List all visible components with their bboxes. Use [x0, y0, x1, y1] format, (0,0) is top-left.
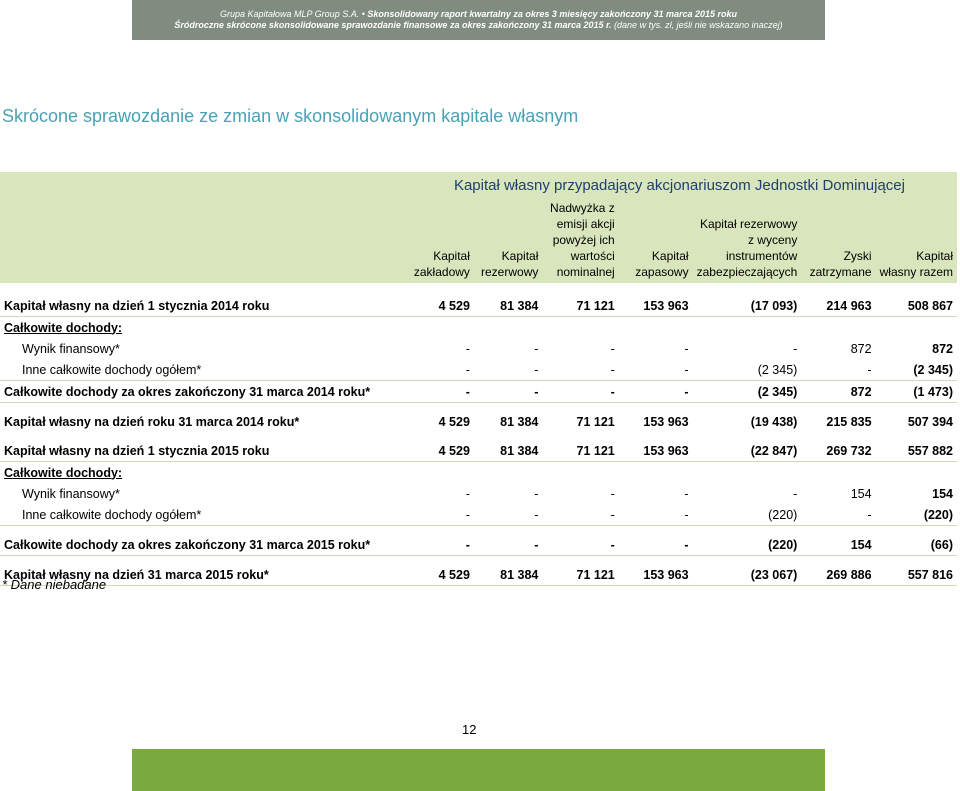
row-label: Kapitał własny na dzień 1 stycznia 2015 roku [0, 440, 396, 462]
table-cell: (2 345) [693, 359, 802, 381]
column-header-line: Zyski [843, 249, 872, 263]
column-header-row [0, 198, 957, 283]
table-cell [542, 462, 618, 484]
row-label: Całkowite dochody za okres zakończony 31 marca 2014 roku* [0, 381, 396, 403]
row-label: Całkowite dochody: [4, 320, 123, 335]
page-number: 12 [462, 722, 477, 737]
table-cell: - [542, 504, 618, 526]
table-cell: - [793, 486, 798, 501]
column-header-line: emisji akcji [556, 217, 615, 231]
group-title: Kapitał własny przypadający akcjonariuszom Jednostki Dominującej [396, 172, 957, 198]
table-cell: 71 121 [576, 414, 615, 429]
column-header [801, 198, 875, 283]
table-cell: 154 [850, 486, 872, 501]
table-row [0, 381, 957, 403]
table-row [0, 440, 957, 462]
table-cell: - [801, 504, 875, 526]
footer-bar [132, 749, 825, 791]
table-cell [396, 462, 474, 484]
table-cell: 154 [932, 486, 953, 501]
table-cell: 71 121 [542, 440, 618, 462]
table-row [0, 504, 957, 526]
table-cell [474, 462, 542, 484]
table-cell [474, 317, 542, 339]
column-header-line: zabezpieczających [696, 265, 798, 279]
table-cell: 4 529 [396, 564, 474, 586]
table-cell [801, 317, 875, 339]
table-cell: (19 438) [750, 414, 798, 429]
table-cell: 557 882 [876, 440, 957, 462]
table-cell: - [465, 341, 470, 356]
table-cell: 507 394 [907, 414, 953, 429]
table-cell: - [474, 504, 542, 526]
header-line-2: Śródroczne skrócone skonsolidowane sprawozdanie finansowe za okres zakończony 31 marca 2015 r. (dane w tys. zł, jeśli nie wskazano inaczej) [174, 20, 783, 30]
table-cell: 4 529 [396, 295, 474, 317]
row-label: Wynik finansowy* [22, 486, 120, 501]
table-cell: - [396, 504, 474, 526]
table-cell: (220) [693, 504, 802, 526]
table-cell: 153 963 [619, 440, 693, 462]
table-cell: - [610, 486, 615, 501]
row-label: Kapitał własny na dzień 31 marca 2015 roku* [0, 564, 396, 586]
table-cell: - [684, 341, 689, 356]
table-cell: - [619, 359, 693, 381]
table-row [0, 338, 957, 359]
table-row [0, 483, 957, 504]
column-header-line: zatrzymane [809, 265, 872, 279]
table-row [0, 534, 957, 556]
table-cell: - [396, 534, 474, 556]
table-cell: 81 384 [500, 414, 539, 429]
table-cell [542, 317, 618, 339]
column-header-line: powyżej ich [552, 233, 615, 247]
table-cell: - [793, 341, 798, 356]
column-header-line: rezerwowy [481, 265, 539, 279]
column-header [693, 198, 802, 283]
row-label: Inne całkowite dochody ogółem* [0, 359, 396, 381]
table-cell: - [610, 341, 615, 356]
table-cell: 215 835 [826, 414, 872, 429]
table-row [0, 295, 957, 317]
footnote: * Dane niebadane [2, 577, 107, 592]
column-header [396, 198, 474, 283]
row-label: Kapitał własny na dzień roku 31 marca 2014 roku* [4, 414, 300, 429]
table-cell: 872 [801, 381, 875, 403]
table-cell: 81 384 [474, 295, 542, 317]
table-cell: 153 963 [643, 414, 689, 429]
row-label: Wynik finansowy* [22, 341, 120, 356]
table-cell: (220) [693, 534, 802, 556]
table-cell: (23 067) [693, 564, 802, 586]
table-cell: 508 867 [876, 295, 957, 317]
table-cell: - [396, 381, 474, 403]
table-cell: 872 [932, 341, 953, 356]
table-cell: 81 384 [474, 440, 542, 462]
table-cell: 872 [850, 341, 872, 356]
table-cell [693, 462, 802, 484]
table-cell: 557 816 [876, 564, 957, 586]
group-header-row [0, 172, 957, 198]
table-cell: - [474, 359, 542, 381]
table-cell: - [542, 359, 618, 381]
column-header [542, 198, 618, 283]
table-cell: - [474, 381, 542, 403]
column-header-line: Nadwyżka z [550, 201, 615, 215]
table-cell [876, 317, 957, 339]
table-cell: - [465, 486, 470, 501]
column-header [474, 198, 542, 283]
table-cell: - [619, 381, 693, 403]
table-cell: (22 847) [693, 440, 802, 462]
table-row [0, 317, 957, 339]
table-row [0, 462, 957, 484]
header-line-1: Grupa Kapitałowa MLP Group S.A. • Skonsolidowany raport kwartalny za okres 3 miesięcy zakończony 31 marca 2015 roku [219, 9, 738, 19]
row-label: Całkowite dochody: [4, 465, 123, 480]
table-cell [619, 462, 693, 484]
table-cell [396, 317, 474, 339]
table-row [0, 411, 957, 432]
table-cell: (2 345) [876, 359, 957, 381]
table-cell: (2 345) [693, 381, 802, 403]
table-cell: 269 886 [801, 564, 875, 586]
table-cell [619, 317, 693, 339]
row-label: Całkowite dochody za okres zakończony 31 marca 2015 roku* [0, 534, 396, 556]
table-cell: 153 963 [619, 295, 693, 317]
table-cell: - [542, 381, 618, 403]
table-cell: - [474, 534, 542, 556]
table-cell: 153 963 [619, 564, 693, 586]
column-header-line: własny razem [879, 265, 953, 279]
table-cell: 71 121 [542, 295, 618, 317]
table-cell [876, 462, 957, 484]
row-label: Inne całkowite dochody ogółem* [0, 504, 396, 526]
table-cell: (1 473) [876, 381, 957, 403]
table-cell: - [801, 359, 875, 381]
table-cell: (66) [876, 534, 957, 556]
table-cell: - [619, 534, 693, 556]
column-header-line: wartości [570, 249, 615, 263]
table-cell: - [534, 486, 539, 501]
equity-changes-table [0, 172, 957, 586]
table-cell: 4 529 [396, 440, 474, 462]
column-header [619, 198, 693, 283]
table-cell: 81 384 [474, 564, 542, 586]
column-header-line: Kapitał [916, 249, 953, 263]
table-cell: - [542, 534, 618, 556]
table-cell [801, 462, 875, 484]
table-cell: (220) [876, 504, 957, 526]
table-cell: 269 732 [801, 440, 875, 462]
column-header-line: Kapitał [501, 249, 539, 263]
table-cell: - [396, 359, 474, 381]
row-label: Kapitał własny na dzień 1 stycznia 2014 roku [0, 295, 396, 317]
column-header-line: instrumentów [725, 249, 798, 263]
table-cell: 154 [801, 534, 875, 556]
column-header-line: Kapitał rezerwowy [699, 217, 798, 231]
table-cell: 71 121 [542, 564, 618, 586]
table-cell: 4 529 [438, 414, 470, 429]
section-title: Skrócone sprawozdanie ze zmian w skonsolidowanym kapitale własnym [2, 106, 579, 126]
column-header-line: Kapitał [651, 249, 689, 263]
table-cell: - [619, 504, 693, 526]
column-header-line: zapasowy [635, 265, 689, 279]
table-row [0, 564, 957, 586]
table-cell [693, 317, 802, 339]
column-header-line: zakładowy [413, 265, 470, 279]
table-cell: - [684, 486, 689, 501]
column-header-line: Kapitał [433, 249, 470, 263]
table-cell: - [534, 341, 539, 356]
column-header [876, 198, 957, 283]
column-header-line: nominalnej [556, 265, 615, 279]
document-header [132, 0, 825, 40]
column-header-line: z wyceny [747, 233, 798, 247]
table-row [0, 359, 957, 381]
table-cell: 214 963 [801, 295, 875, 317]
table-cell: (17 093) [693, 295, 802, 317]
